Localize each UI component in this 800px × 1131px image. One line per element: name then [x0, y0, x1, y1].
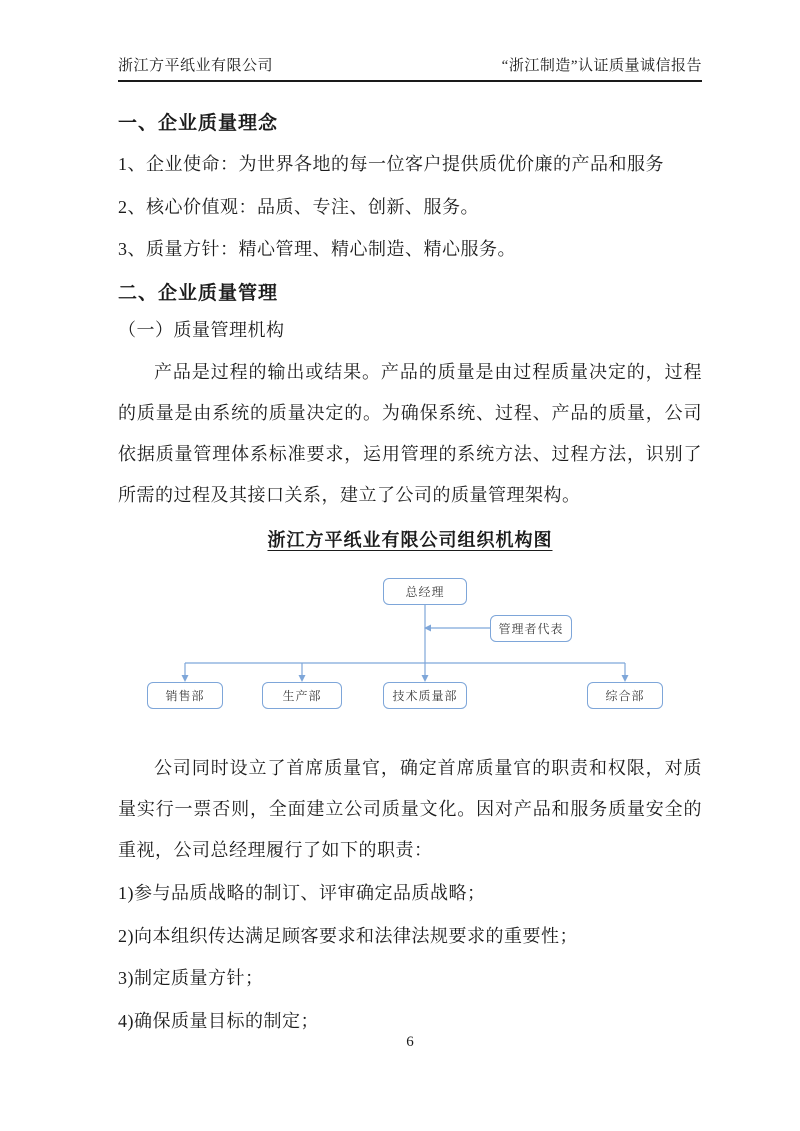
- org-chart: [0, 570, 800, 720]
- quality-policy-line: 3、质量方针：精心管理、精心制造、精心服务。: [118, 239, 516, 259]
- section-2-title: 二、企业质量管理: [118, 283, 279, 304]
- page-number: 6: [406, 1034, 414, 1050]
- org-box-management-representative: [490, 615, 572, 642]
- org-box-general-manager-label: 总经理: [405, 585, 445, 599]
- org-chart-title: [118, 526, 702, 552]
- section-2-subtitle: （一）质量管理机构: [118, 320, 285, 340]
- org-box-general-affairs-dept-label: 综合部: [605, 689, 645, 703]
- org-box-management-representative-label: 管理者代表: [498, 622, 564, 636]
- mission-line: 1、企业使命：为世界各地的每一位客户提供质优价廉的产品和服务: [118, 154, 664, 174]
- duty-item-4: 4)确保质量目标的制定；: [118, 1011, 319, 1031]
- duty-item-1: 1)参与品质战略的制订、评审确定品质战略；: [118, 883, 486, 903]
- org-box-production-dept: [262, 682, 342, 709]
- section-1-title: 一、企业质量理念: [118, 113, 279, 134]
- org-box-tech-quality-dept: [383, 682, 467, 709]
- org-box-general-manager: [383, 578, 467, 605]
- chief-quality-officer-paragraph: 公司同时设立了首席质量官，确定首席质量官的职责和权限，对质量实行一票否则，全面建立公司质量文化。因对产品和服务质量安全的重视，公司总经理履行了如下的职责：: [118, 758, 702, 860]
- page-header: [118, 54, 702, 82]
- org-box-production-dept-label: 生产部: [282, 689, 322, 703]
- header-report-title: “浙江制造”认证质量诚信报告: [501, 58, 702, 74]
- core-values-line: 2、核心价值观：品质、专注、创新、服务。: [118, 197, 479, 217]
- header-company-name: 浙江方平纸业有限公司: [118, 58, 274, 74]
- duty-item-3: 3)制定质量方针；: [118, 968, 264, 988]
- org-box-general-affairs-dept: [587, 682, 663, 709]
- duty-item-2: 2)向本组织传达满足顾客要求和法律法规要求的重要性；: [118, 926, 578, 946]
- process-quality-paragraph: 产品是过程的输出或结果。产品的质量是由过程质量决定的，过程的质量是由系统的质量决定的。为确保系统、过程、产品的质量，公司依据质量管理体系标准要求，运用管理的系统方法、过程方法，识别了所需的过程及其接口关系，建立了公司的质量管理架构。: [118, 362, 702, 505]
- org-box-sales-dept: [147, 682, 223, 709]
- org-chart-title-text: 浙江方平纸业有限公司组织机构图: [267, 530, 553, 550]
- org-box-tech-quality-dept-label: 技术质量部: [392, 689, 458, 703]
- org-box-sales-dept-label: 销售部: [165, 689, 205, 703]
